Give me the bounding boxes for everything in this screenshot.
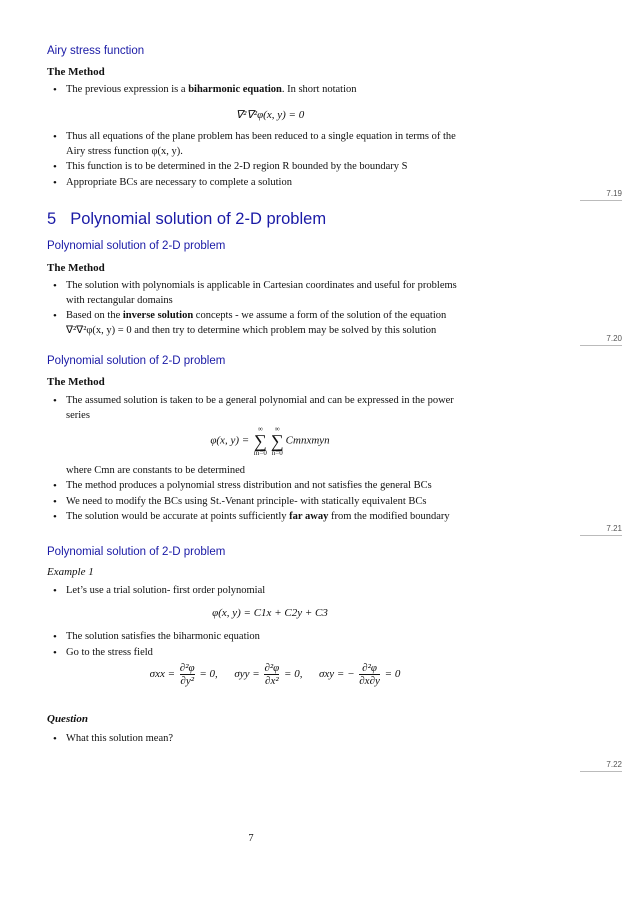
list-item: • Based on the inverse solution concepts - we assume a form of the solution of the equation ∇²∇²φ(x, y) = 0 and then try to determine which problem may be solved by this solution — [47, 309, 467, 338]
bullet-list — [47, 479, 467, 526]
bullet-list — [47, 394, 467, 424]
list-item: • What this solution mean? — [47, 732, 467, 747]
equation: φ(x, y) = ∞ ∑ m=0 ∞ ∑ n=0 Cmnxmyn — [210, 425, 330, 457]
frame-title: Polynomial solution of 2-D problem — [47, 355, 226, 367]
frame-divider — [580, 345, 622, 346]
frame-divider — [580, 535, 622, 536]
stress-equations: σxx = $\frac{\text{∂²φ}}{\text{∂y²}}$ = 0, σyy = $\frac{\text{∂²φ}}{\text{∂x²}}$ = 0, σxy = − $\frac{\text{∂²φ}}{\partial x\partial y}$ = 0 — [149, 662, 401, 687]
frame-divider — [580, 771, 622, 772]
bullet-list — [47, 732, 467, 748]
fraction: $\frac{\text{∂²φ}}{\text{∂y²}}$ — [179, 662, 195, 687]
block-title: The Method — [47, 376, 105, 388]
list-item: • Appropriate BCs are necessary to complete a solution — [47, 176, 467, 191]
section-heading: 5 Polynomial solution of 2-D problem — [47, 210, 327, 228]
bullet-list — [47, 83, 467, 99]
sum-symbol: ∞ ∑ n=0 — [270, 425, 284, 457]
where-text: where Cmn are constants to be determined — [66, 465, 246, 476]
list-item: • Let’s use a trial solution- first order polynomial — [47, 584, 467, 599]
sum-symbol: ∞ ∑ m=0 — [253, 425, 267, 457]
frame-number: 7.21 — [606, 524, 622, 533]
fraction: $\frac{\text{∂²φ}}{\partial x\partial y}$ — [359, 662, 380, 687]
frame-title: Polynomial solution of 2-D problem — [47, 240, 226, 252]
page-number: 7 — [248, 833, 254, 844]
list-item: • We need to modify the BCs using St.-Venant principle- with statically equivalent BCs — [47, 495, 467, 510]
list-item: • The solution with polynomials is applicable in Cartesian coordinates and useful for problems with rectangular domains — [47, 279, 467, 308]
list-item: • Go to the stress field — [47, 646, 467, 661]
list-item: • The solution satisfies the biharmonic equation — [47, 630, 467, 645]
bullet-list — [47, 279, 467, 339]
list-item: • The assumed solution is taken to be a general polynomial and can be expressed in the power series — [47, 394, 467, 423]
equation: φ(x, y) = C1x + C2y + C3 — [212, 607, 328, 619]
bullet-list — [47, 630, 467, 661]
frame-title: Airy stress function — [47, 45, 145, 57]
fraction: $\frac{\text{∂²φ}}{\text{∂x²}}$ — [264, 662, 280, 687]
frame-number: 7.19 — [606, 189, 622, 198]
question-title: Question — [47, 713, 88, 725]
list-item: • The method produces a polynomial stress distribution and not satisfies the general BCs — [47, 479, 467, 494]
list-item: • The solution would be accurate at points sufficiently far away from the modified boundary — [47, 510, 467, 525]
frame-number: 7.20 — [606, 334, 622, 343]
list-item: • The previous expression is a biharmonic equation. In short notation — [47, 83, 467, 98]
block-title: The Method — [47, 66, 105, 78]
frame-divider — [580, 200, 622, 201]
list-item: • This function is to be determined in the 2-D region R bounded by the boundary S — [47, 160, 467, 175]
bullet-list — [47, 130, 467, 191]
frame-title: Polynomial solution of 2-D problem — [47, 546, 226, 558]
block-title: The Method — [47, 262, 105, 274]
list-item: • Thus all equations of the plane problem has been reduced to a single equation in terms of the Airy stress function φ(x, y). — [47, 130, 467, 159]
frame-number: 7.22 — [606, 760, 622, 769]
block-title: Example 1 — [47, 566, 94, 578]
equation: ∇²∇²φ(x, y) = 0 — [235, 109, 305, 121]
bullet-list — [47, 584, 467, 600]
